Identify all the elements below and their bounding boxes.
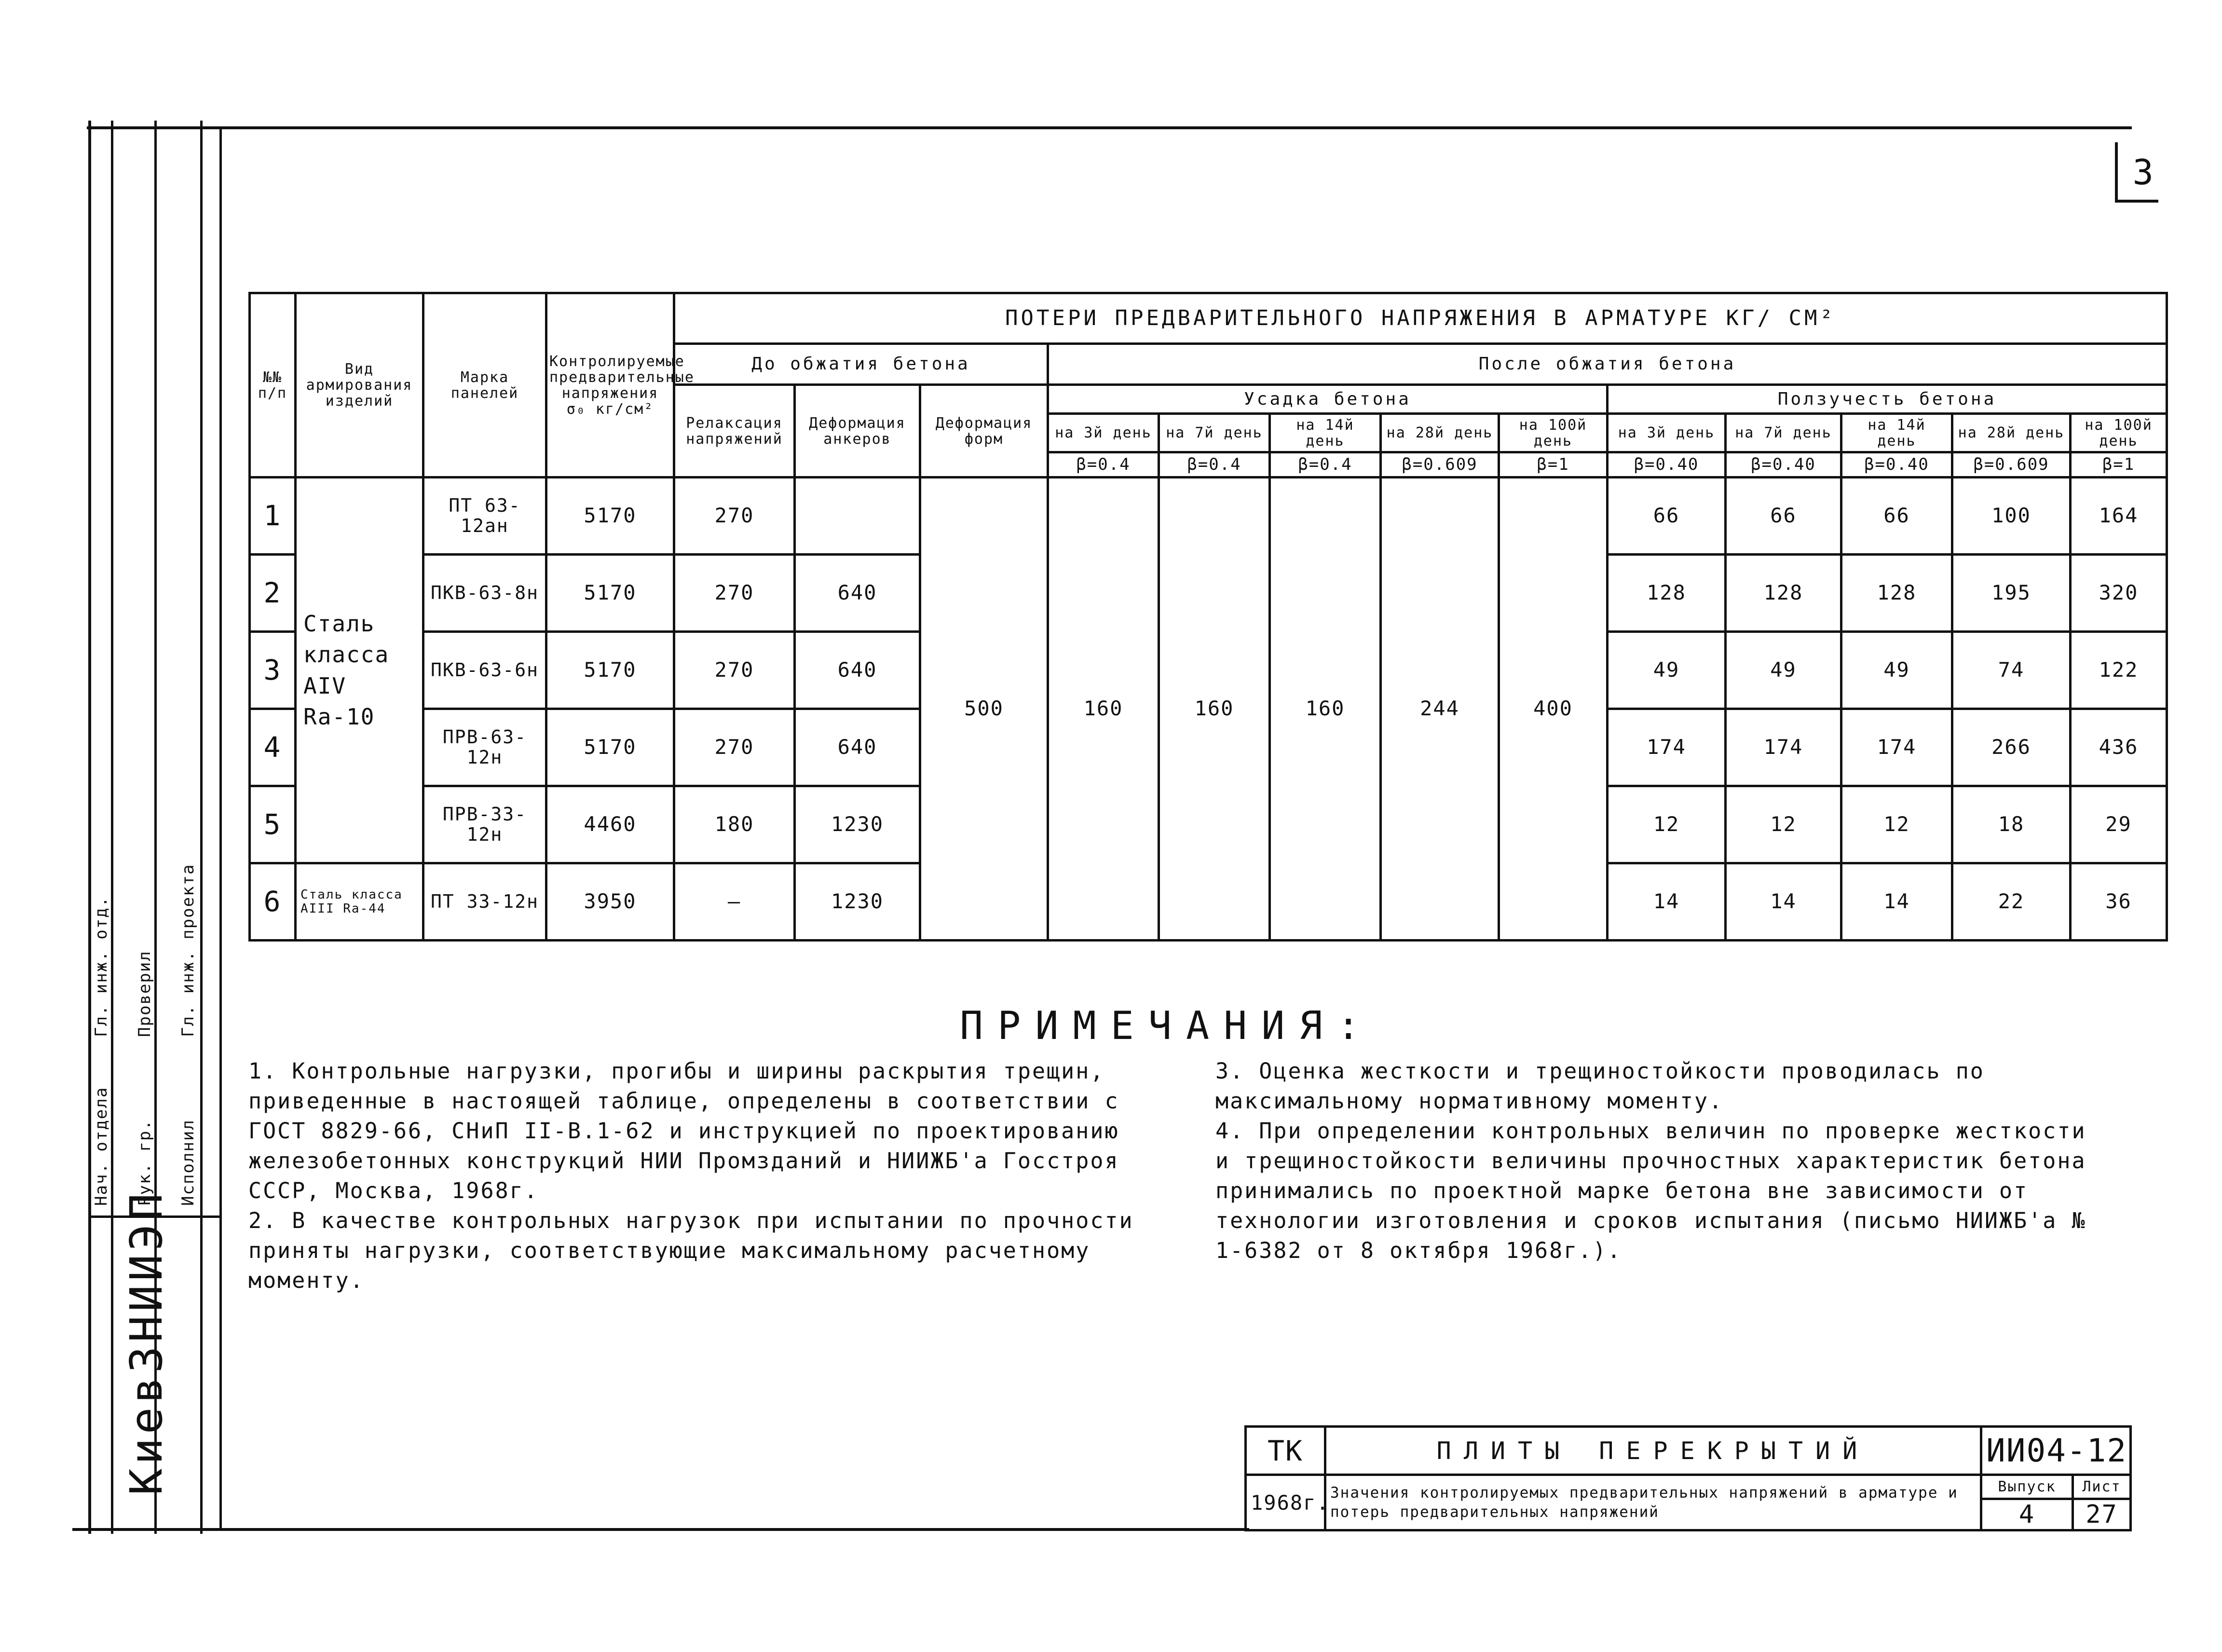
creep-loss: 12 — [1726, 786, 1841, 863]
creep-loss: 174 — [1726, 709, 1841, 786]
creep-loss: 128 — [1841, 555, 1952, 632]
header-mark: Марка панелей — [423, 293, 546, 478]
note-item: 2. В качестве контрольных нагрузок при испытании по прочности приняты нагрузки, соответствующие максимальному расчетному моменту. — [248, 1208, 1134, 1293]
panel-mark: ПТ 33-12н — [423, 863, 546, 941]
header-after-compression: После обжатия бетона — [1048, 344, 2167, 385]
controlled-stress: 5170 — [546, 555, 674, 632]
sheet-label: Лист — [2073, 1475, 2131, 1499]
issue-number: 4 — [1981, 1499, 2073, 1530]
anchor-loss: 1230 — [795, 786, 920, 863]
header-relaxation: Релаксация напряжений — [674, 385, 795, 478]
creep-day-header: на 7й день — [1726, 414, 1841, 452]
creep-loss: 164 — [2071, 478, 2167, 555]
creep-loss: 128 — [1608, 555, 1726, 632]
creep-loss: 195 — [1952, 555, 2071, 632]
form-deformation-loss: 500 — [920, 478, 1048, 941]
row-number: 6 — [250, 863, 296, 941]
anchor-loss: 1230 — [795, 863, 920, 941]
creep-day-header: на 28й день — [1952, 414, 2071, 452]
header-controlled-stress: Контролируемые предварительные напряжения σ₀ кг/см² — [546, 293, 674, 478]
anchor-loss: 640 — [795, 555, 920, 632]
vertical-org-label: КиевЗНИИЭП — [121, 1189, 172, 1495]
relaxation-loss: — — [674, 863, 795, 941]
sheet-title: ПЛИТЫ ПЕРЕКРЫТИЙ — [1325, 1427, 1981, 1475]
note-item: 4. При определении контрольных величин по проверке жесткости и трещиностойкости величины прочностных характеристик бетона принимались по проектной марке бетона вне зависимости от технологии изготовления и сроков испытания (письмо НИИЖБ'а № 1-6382 от 8 октября 1968г.). — [1215, 1118, 2086, 1263]
frame-top-line — [87, 126, 2132, 129]
year: 1968г. — [1246, 1475, 1325, 1530]
creep-loss: 29 — [2071, 786, 2167, 863]
creep-loss: 122 — [2071, 632, 2167, 709]
creep-beta: β=0.40 — [1726, 452, 1841, 478]
shrink-loss: 160 — [1048, 478, 1159, 941]
controlled-stress: 5170 — [546, 709, 674, 786]
header-creep: Ползучесть бетона — [1608, 385, 2167, 414]
anchor-loss: 640 — [795, 709, 920, 786]
creep-loss: 74 — [1952, 632, 2071, 709]
shrink-loss: 160 — [1270, 478, 1381, 941]
creep-loss: 436 — [2071, 709, 2167, 786]
stamp-label: Гл. инж. отд. — [92, 896, 111, 1037]
anchor-loss: 640 — [795, 632, 920, 709]
row-number: 1 — [250, 478, 296, 555]
creep-beta: β=0.609 — [1952, 452, 2071, 478]
creep-loss: 49 — [1841, 632, 1952, 709]
header-form-deformation: Деформация форм — [920, 385, 1048, 478]
stamp-label: Рук. гр. — [135, 1119, 154, 1206]
steel-class-cell-last: Сталь класса AIII Rа-44 — [296, 863, 423, 941]
row-number: 4 — [250, 709, 296, 786]
panel-mark: ПКВ-63-6н — [423, 632, 546, 709]
creep-beta: β=0.40 — [1608, 452, 1726, 478]
header-num: №№ п/п — [250, 293, 296, 478]
notes-right-column — [1215, 1056, 2098, 1266]
stamp-label: Нач. отдела — [92, 1086, 111, 1206]
controlled-stress: 3950 — [546, 863, 674, 941]
notes-left-column — [248, 1056, 1165, 1296]
shrink-day-header: на 3й день — [1048, 414, 1159, 452]
panel-mark: ПТ 63-12ан — [423, 478, 546, 555]
shrink-day-header: на 28й день — [1381, 414, 1499, 452]
controlled-stress: 5170 — [546, 632, 674, 709]
sheet-number: 27 — [2073, 1499, 2131, 1530]
stamp-label: Проверил — [135, 950, 154, 1037]
relaxation-loss: 270 — [674, 555, 795, 632]
creep-loss: 66 — [1726, 478, 1841, 555]
creep-loss: 49 — [1726, 632, 1841, 709]
creep-loss: 100 — [1952, 478, 2071, 555]
org-code: ТК — [1246, 1427, 1325, 1475]
issue-label: Выпуск — [1981, 1475, 2073, 1499]
steel-class-cell: Сталь класса AIV Rа-10 — [296, 478, 423, 863]
creep-beta: β=1 — [2071, 452, 2167, 478]
creep-loss: 14 — [1841, 863, 1952, 941]
shrink-day-header: на 100й день — [1499, 414, 1608, 452]
table-row — [250, 478, 2167, 555]
stamp-label: Гл. инж. проекта — [178, 863, 198, 1037]
creep-day-header: на 100й день — [2071, 414, 2167, 452]
creep-loss: 14 — [1608, 863, 1726, 941]
relaxation-loss: 270 — [674, 478, 795, 555]
shrink-beta: β=0.4 — [1270, 452, 1381, 478]
creep-loss: 174 — [1841, 709, 1952, 786]
creep-loss: 12 — [1841, 786, 1952, 863]
creep-loss: 174 — [1608, 709, 1726, 786]
creep-loss: 128 — [1726, 555, 1841, 632]
row-number: 3 — [250, 632, 296, 709]
shrink-day-header: на 7й день — [1159, 414, 1270, 452]
header-anchor-deformation: Деформация анкеров — [795, 385, 920, 478]
creep-day-header: на 3й день — [1608, 414, 1726, 452]
frame-bottom-line — [72, 1528, 1249, 1531]
header-steel: Вид армирования изделий — [296, 293, 423, 478]
header-shrinkage: Усадка бетона — [1048, 385, 1608, 414]
creep-loss: 66 — [1841, 478, 1952, 555]
relaxation-loss: 180 — [674, 786, 795, 863]
panel-mark: ПКВ-63-8н — [423, 555, 546, 632]
shrink-beta: β=1 — [1499, 452, 1608, 478]
controlled-stress: 4460 — [546, 786, 674, 863]
row-number: 5 — [250, 786, 296, 863]
title-block — [1244, 1425, 2132, 1531]
controlled-stress: 5170 — [546, 478, 674, 555]
stamp-label: Исполнил — [178, 1119, 198, 1206]
creep-loss: 18 — [1952, 786, 2071, 863]
shrink-loss: 160 — [1159, 478, 1270, 941]
panel-mark: ПРВ-63-12н — [423, 709, 546, 786]
creep-loss: 320 — [2071, 555, 2167, 632]
creep-beta: β=0.40 — [1841, 452, 1952, 478]
shrink-day-header: на 14й день — [1270, 414, 1381, 452]
creep-loss: 14 — [1726, 863, 1841, 941]
shrink-loss: 244 — [1381, 478, 1499, 941]
panel-mark: ПРВ-33-12н — [423, 786, 546, 863]
creep-loss: 49 — [1608, 632, 1726, 709]
notes-heading: ПРИМЕЧАНИЯ: — [960, 1003, 1375, 1048]
shrink-beta: β=0.609 — [1381, 452, 1499, 478]
relaxation-loss: 270 — [674, 709, 795, 786]
shrink-beta: β=0.4 — [1159, 452, 1270, 478]
page-number: 3 — [2115, 142, 2158, 203]
creep-day-header: на 14й день — [1841, 414, 1952, 452]
creep-loss: 36 — [2071, 863, 2167, 941]
relaxation-loss: 270 — [674, 632, 795, 709]
note-item: 3. Оценка жесткости и трещиностойкости проводилась по максимальному нормативному моменту. — [1215, 1058, 1985, 1114]
shrink-loss: 400 — [1499, 478, 1608, 941]
anchor-loss — [795, 478, 920, 555]
header-before-compression: До обжатия бетона — [674, 344, 1048, 385]
creep-loss: 22 — [1952, 863, 2071, 941]
shrink-beta: β=0.4 — [1048, 452, 1159, 478]
series-code: ИИ04-12 — [1981, 1427, 2131, 1475]
table-title: ПОТЕРИ ПРЕДВАРИТЕЛЬНОГО НАПРЯЖЕНИЯ В АРМАТУРЕ КГ/ СМ² — [674, 293, 2167, 344]
prestress-loss-table — [248, 292, 2168, 942]
note-item: 1. Контрольные нагрузки, прогибы и ширины раскрытия трещин, приведенные в настоящей таблице, определены в соответствии с ГОСТ 8829-66, СНиП II-В.1-62 и инструкцией по проектированию железобетонных конструкций НИИ Промзданий и НИИЖБ'а Госстроя СССР, Москва, 1968г. — [248, 1058, 1119, 1203]
row-number: 2 — [250, 555, 296, 632]
sheet-subtitle: Значения контролируемых предварительных напряжений в арматуре и потерь предварительных напряжений — [1325, 1475, 1981, 1530]
creep-loss: 266 — [1952, 709, 2071, 786]
creep-loss: 12 — [1608, 786, 1726, 863]
creep-loss: 66 — [1608, 478, 1726, 555]
